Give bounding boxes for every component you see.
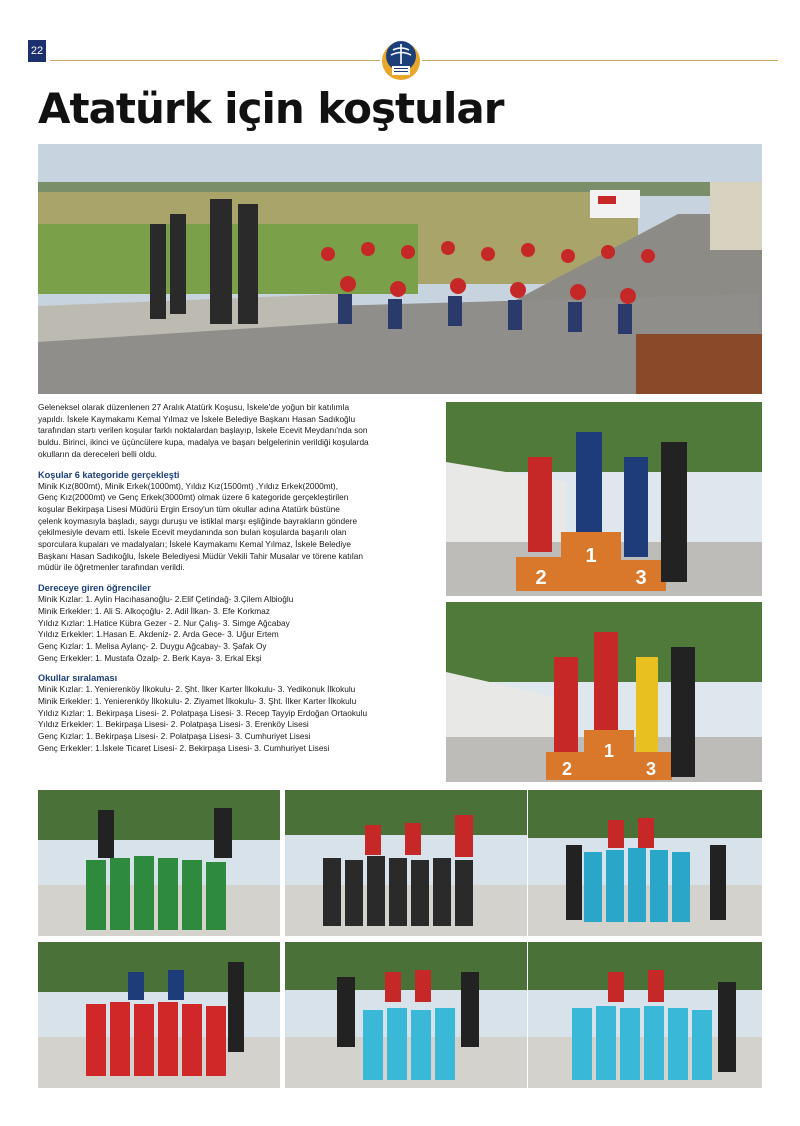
intro-line: buldu. Birinci, ikinci ve üçüncülere kupa, madalya ve başarı belgelerinin verildiği koşularda (38, 437, 369, 448)
ranking-line: Genç Erkekler: 1.İskele Ticaret Lisesi- 2. Bekirpaşa Lisesi- 3. Cumhuriyet Lisesi (38, 742, 330, 753)
categories-section (38, 469, 438, 575)
team-photo-green (38, 790, 280, 936)
winners-line: Genç Kızlar: 1. Melisa Aylanç- 2. Duygu Ağcabay- 3. Şafak Oy (38, 640, 267, 651)
page-number: 22 (28, 40, 46, 62)
winners-line: Minik Kızlar: 1. Aylin Hacıhasanoğlu- 2.Elif Çetindağ- 3.Çilem Albioğlu (38, 594, 294, 605)
podium-first-label: 1 (585, 545, 597, 567)
ranking-line: Yıldız Erkekler: 1. Bekirpaşa Lisesi- 2. Polatpaşa Lisesi- 3. Erenköy Lisesi (38, 719, 309, 730)
schools-ranking-section (38, 672, 438, 754)
podium-third-label: 3 (635, 567, 647, 589)
podium-photo-2 (446, 602, 762, 782)
winners-section (38, 582, 438, 664)
paragraph-line: Minik Kız(800mt), Minik Erkek(1000mt), Yıldız Kız(1500mt) ,Yıldız Erkek(2000mt), (38, 480, 339, 491)
podium-first-label: 1 (603, 741, 615, 761)
paragraph-line: çekilmesiyle devam etti. İskele Ecevit meydanında son bulan koşularda başarılı olan (38, 527, 347, 538)
section-heading: Okullar sıralaması (38, 673, 118, 684)
section-heading: Dereceye giren öğrenciler (38, 583, 151, 594)
header-rule-left (50, 60, 380, 61)
paragraph-line: koşular Bekirpaşa Lisesi Müdürü Ergin Ersoy'un tüm okullar adına Atatürk büstüne (38, 503, 340, 514)
team-photo-cyan-girls (285, 942, 527, 1088)
podium-second-label: 2 (561, 759, 573, 779)
paragraph-line: çelenk koymasıyla başladı, saygı duruşu ve istiklal marşı eşliğinde bayrakların göndere (38, 515, 358, 526)
intro-line: Geleneksel olarak düzenlenen 27 Aralık Atatürk Koşusu, İskele'de yoğun bir katılımla (38, 402, 350, 412)
page-title: Atatürk için koştular (38, 84, 504, 133)
podium-second-label: 2 (535, 567, 547, 589)
school-logo (381, 36, 421, 86)
winners-line: Yıldız Erkekler: 1.Hasan E. Akdeniz- 2. Arda Gece- 3. Uğur Ertem (38, 629, 279, 640)
winners-line: Yıldız Kızlar: 1.Hatice Kübra Gezer - 2. Nur Çalış- 3. Simge Ağcabay (38, 617, 290, 628)
podium-photo-1 (446, 402, 762, 596)
paragraph-line: müdür ile öğretmenler tarafından verildi. (38, 562, 185, 573)
ranking-line: Minik Kızlar: 1. Yenierenköy İlkokulu- 2. Şht. İlker Karter İlkokulu- 3. Yedikonuk İlkokulu (38, 684, 356, 695)
ranking-line: Minik Erkekler: 1. Yenierenköy İlkokulu- 2. Ziyamet İlkokulu- 3. Şht. İlker Karter İlkokulu (38, 696, 357, 707)
intro-line: okulların da dereceleri belli oldu. (38, 448, 157, 459)
header-rule-right (422, 60, 778, 61)
paragraph-line: Başkanı Hasan Sadıkoğlu, İskele Belediyesi Müdür Vekili Tahir Musalar ve törene katılan (38, 550, 363, 561)
team-photo-red (38, 942, 280, 1088)
winners-line: Genç Erkekler: 1. Mustafa Özalp- 2. Berk Kaya- 3. Erkal Ekşi (38, 652, 262, 663)
intro-paragraph (38, 402, 438, 461)
team-photo-light-blue (528, 790, 762, 936)
hero-photo-race-start (38, 144, 762, 394)
winners-line: Minik Erkekler: 1. Ali S. Alkoçoğlu- 2. Adil İlkan- 3. Efe Korkmaz (38, 605, 270, 616)
section-heading: Koşular 6 kategoride gerçekleşti (38, 469, 180, 480)
paragraph-line: Genç Kız(2000mt) ve Genç Erkek(3000mt) olmak üzere 6 kategoride gerçekleştirilen (38, 492, 349, 503)
team-photo-cyan-boys (528, 942, 762, 1088)
intro-line: yapıldı. İskele Kaymakamı Kemal Yılmaz ve İskele Belediye Başkanı Hasan Sadıkoğlu (38, 413, 356, 424)
ranking-line: Genç Kızlar: 1. Bekirpaşa Lisesi- 2. Polatpaşa Lisesi- 3. Cumhuriyet Lisesi (38, 731, 311, 742)
podium-third-label: 3 (645, 759, 657, 779)
paragraph-line: sporculara kupaları ve madalyaları; İskele Kaymakamı Kemal Yılmaz, İskele Belediye (38, 539, 351, 550)
ranking-line: Yıldız Kızlar: 1. Bekirpaşa Lisesi- 2. Polatpaşa Lisesi- 3. Recep Tayyip Erdoğan Ortaokulu (38, 707, 368, 718)
intro-line: tarafından startı verilen koşular farklı noktalardan başlayıp, İskele Ecevit Meydanı'nda son (38, 425, 368, 436)
team-photo-dark (285, 790, 527, 936)
article-text (38, 402, 438, 763)
